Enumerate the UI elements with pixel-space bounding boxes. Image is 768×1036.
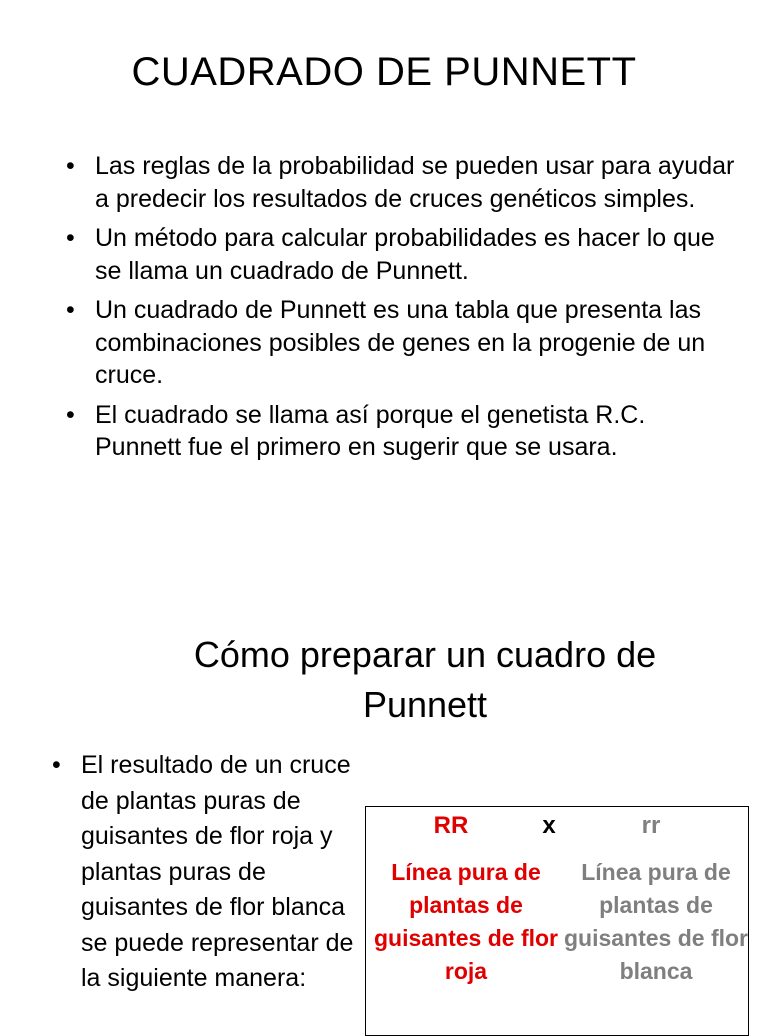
bullet-item: • El resultado de un cruce de plantas puras de guisantes de flor roja y plantas puras de guisantes de flor blanca se puede representar de la siguiente manera: [52, 748, 357, 997]
bullet-item: • Las reglas de la probabilidad se pueden usar para ayudar a predecir los resultados de cruces genéticos simples. [66, 150, 736, 215]
parent2-description: Línea pura de plantas de guisantes de flor blanca [563, 859, 749, 984]
cross-operator: x [542, 812, 556, 839]
bullet-item: • El cuadrado se llama así porque el genetista R.C. Punnett fue el primero en sugerir que se usara. [66, 399, 736, 464]
parent1-description: Línea pura de plantas de guisantes de flor roja [373, 859, 559, 984]
slide-title: CUADRADO DE PUNNETT [131, 50, 637, 94]
parent2-genotype: rr [641, 812, 661, 839]
slide-title: Cómo preparar un cuadro de Punnett [193, 634, 657, 725]
bullet-list [52, 748, 357, 997]
bullet-list [66, 150, 736, 471]
cross-box [365, 806, 749, 1036]
bullet-item: • Un cuadrado de Punnett es una tabla que presenta las combinaciones posibles de genes en la progenie de un cruce. [66, 294, 736, 392]
parent1-genotype: RR [433, 812, 469, 839]
bullet-item: • Un método para calcular probabilidades es hacer lo que se llama un cuadrado de Punnett. [66, 222, 736, 287]
